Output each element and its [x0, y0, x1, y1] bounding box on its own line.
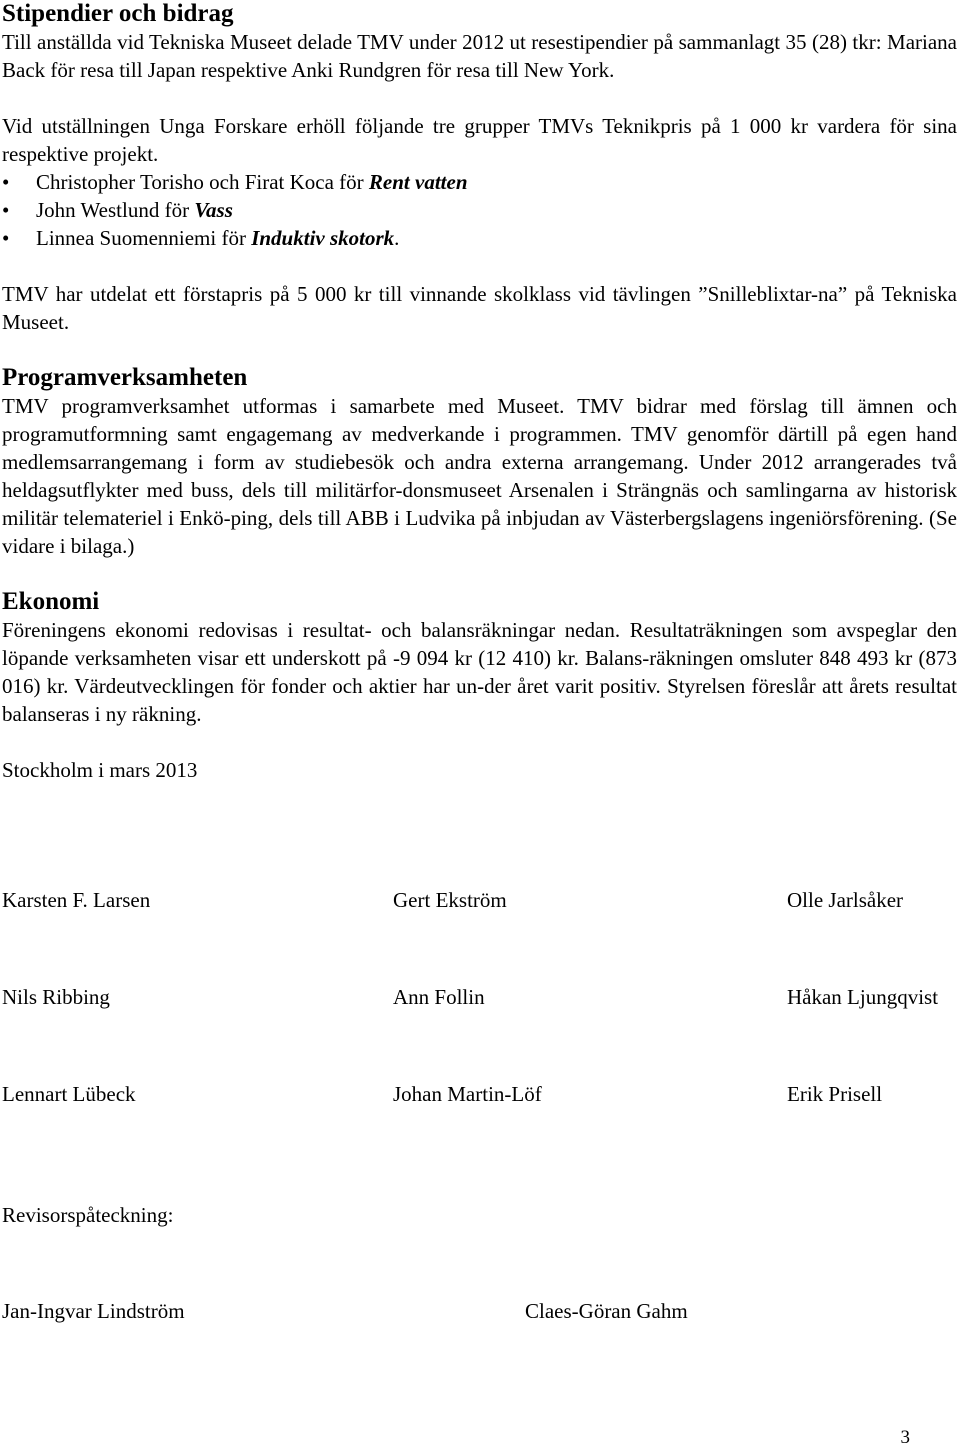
paragraph-program: TMV programverksamhet utformas i samarbete med Museet. TMV bidrar med förslag till ämnen och programutformning samt engagemang av medverkande i programmen. TMV genomför därtill på egen hand medlemsarrangemang i form av studiebesök och andra externa arrangemang. Under 2012 arrangerades två heldagsutflykter med buss, dels till militärfor-donsmuseet Arsenalen i Strängnäs och samlingarna av historisk militär telemateriel i Enkö-ping, dels till ABB i Ludvika på inbjudan av Västerbergslagens ingeniörsförening. (Se vidare i bilaga.) — [2, 394, 957, 558]
signature-name: Johan Martin-Löf — [393, 1082, 542, 1106]
signature-name: Karsten F. Larsen — [2, 888, 151, 912]
page-number: 3 — [900, 1427, 910, 1448]
list-item: • John Westlund för Vass — [2, 198, 233, 222]
auditor-name: Claes-Göran Gahm — [525, 1299, 688, 1323]
prize-winners-list — [2, 168, 957, 252]
project-name: Rent vatten — [368, 170, 468, 194]
heading-programverksamheten: Programverksamheten — [2, 364, 248, 391]
list-item: • Linnea Suomenniemi för Induktiv skotork. — [2, 226, 400, 250]
signature-name: Gert Ekström — [393, 888, 507, 912]
signature-name: Olle Jarlsåker — [787, 888, 904, 912]
project-name: Vass — [194, 198, 233, 222]
bullet-icon: • — [2, 170, 10, 194]
project-name: Induktiv skotork — [251, 226, 395, 250]
auditor-heading: Revisorspåteckning: — [2, 1203, 174, 1227]
bullet-icon: • — [2, 198, 10, 222]
list-item: • Christopher Torisho och Firat Koca för Rent vatten — [2, 170, 468, 194]
place-date: Stockholm i mars 2013 — [2, 758, 198, 782]
paragraph-ekonomi: Föreningens ekonomi redovisas i resultat- och balansräkningar nedan. Resultaträkningen som avspeglar den löpande verksamheten visar ett underskott på -9 094 kr (12 410) kr. Balans-räkningen omsluter 848 493 kr (873 016) kr. Värdeutvecklingen för fonder och aktier har un-der året varit positiv. Styrelsen föreslår att årets resultat balanseras i ny räkning. — [2, 618, 957, 726]
heading-ekonomi: Ekonomi — [2, 588, 100, 615]
bullet-icon: • — [2, 226, 10, 250]
signature-name: Erik Prisell — [787, 1082, 883, 1106]
signature-name: Håkan Ljungqvist — [787, 985, 939, 1009]
auditor-name: Jan-Ingvar Lindström — [2, 1299, 185, 1323]
signature-name: Lennart Lübeck — [2, 1082, 136, 1106]
signature-name: Nils Ribbing — [2, 985, 110, 1009]
heading-stipendier: Stipendier och bidrag — [2, 0, 234, 27]
document-body — [2, 0, 957, 784]
paragraph-travel-grants: Till anställda vid Tekniska Museet delade TMV under 2012 ut resestipendier på sammanlagt 35 (28) tkr: Mariana Back för resa till Japan respektive Anki Rundgren för resa till New York. — [2, 30, 957, 82]
paragraph-unga-forskare: Vid utställningen Unga Forskare erhöll följande tre grupper TMVs Teknikpris på 1 000 kr vardera för sina respektive projekt. — [2, 114, 957, 166]
paragraph-snilleblixtarna: TMV har utdelat ett förstapris på 5 000 kr till vinnande skolklass vid tävlingen ”Snilleblixtar-na” på Tekniska Museet. — [2, 282, 957, 334]
signature-name: Ann Follin — [393, 985, 485, 1009]
